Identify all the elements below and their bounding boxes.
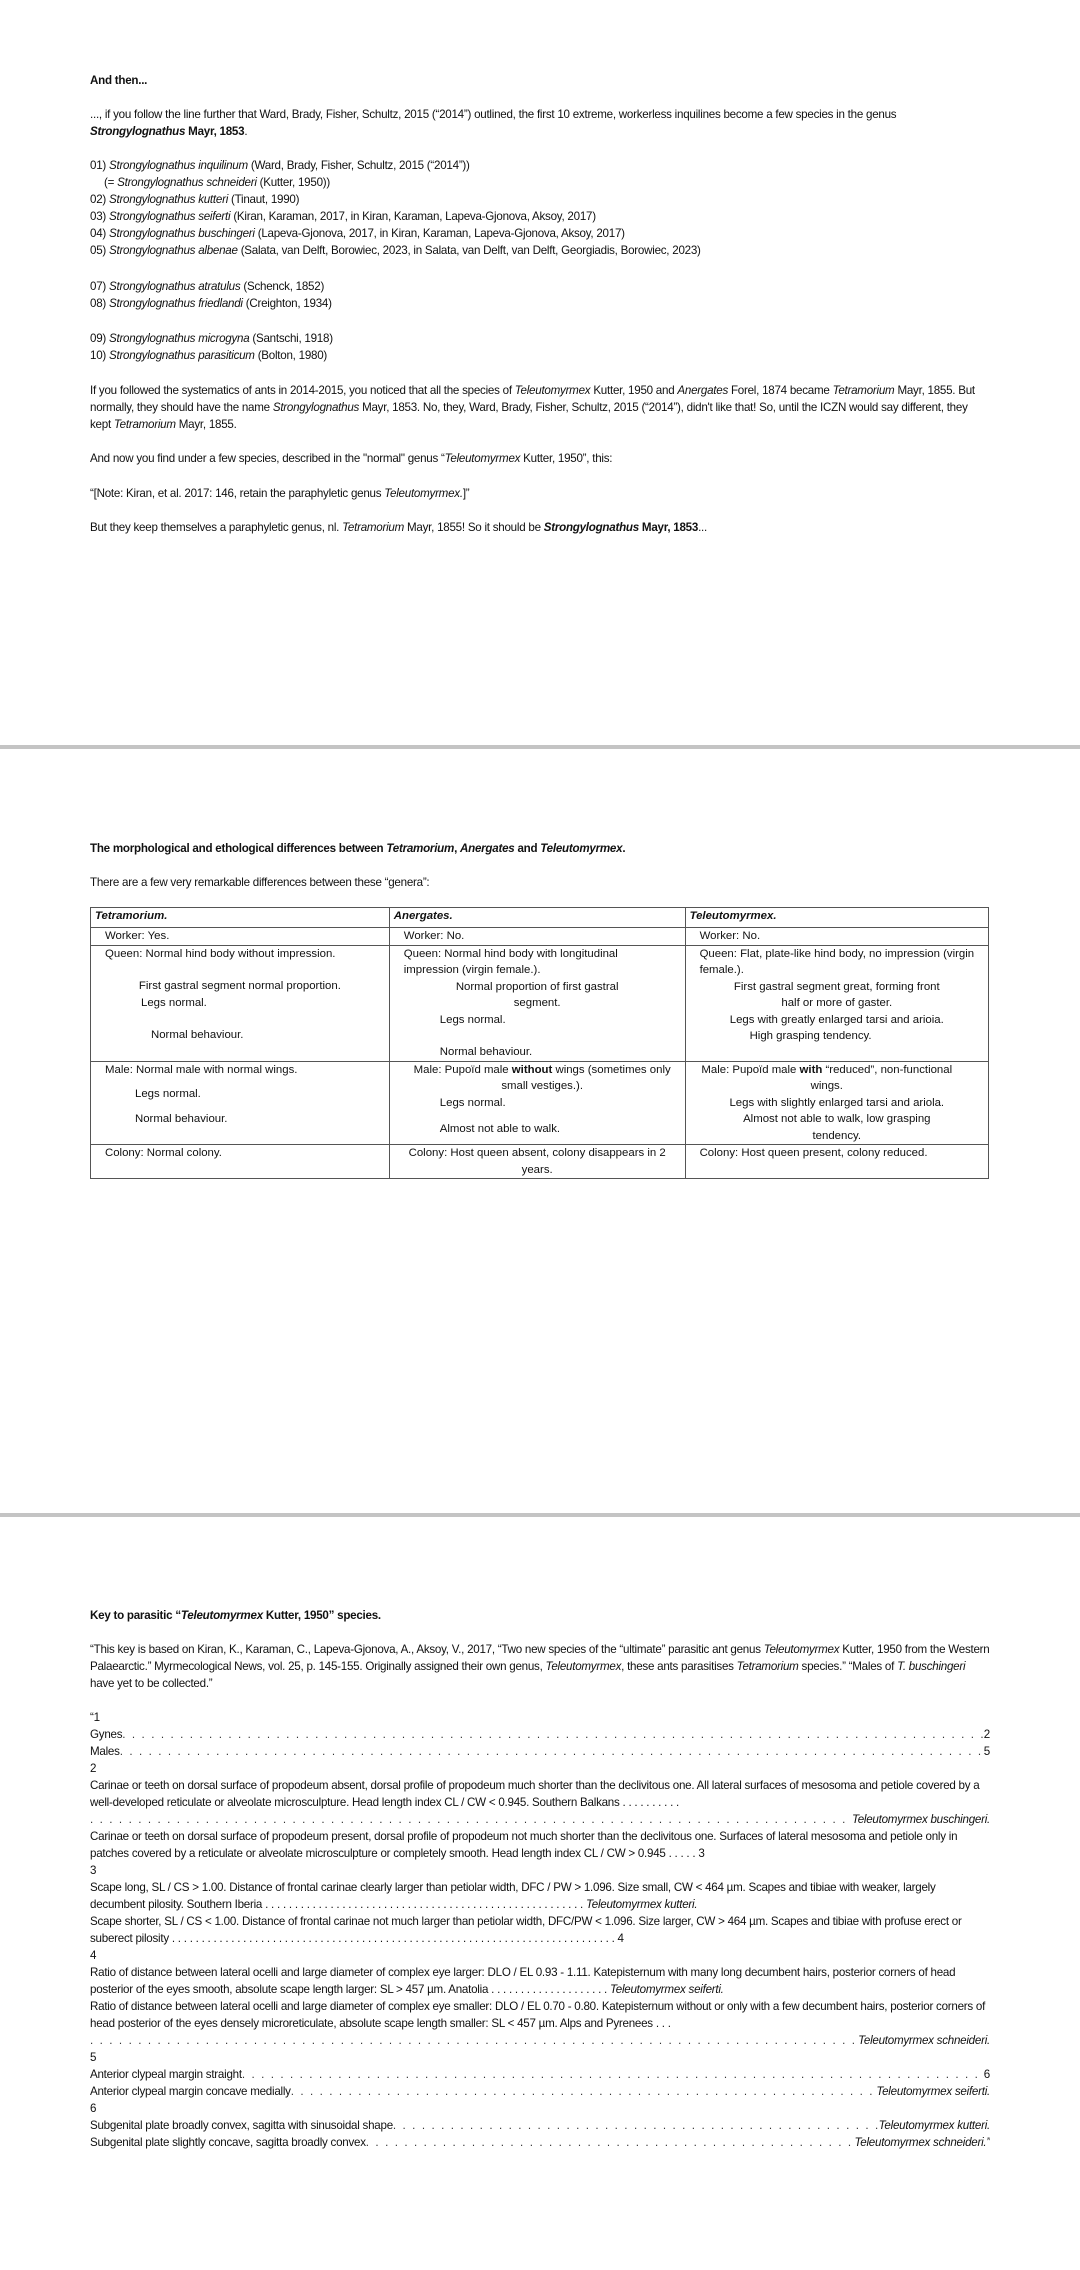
table-row-colony bbox=[91, 1145, 989, 1179]
cell: Worker: No. bbox=[389, 928, 685, 946]
species-item: 07) Strongylognathus atratulus (Schenck, 1852) bbox=[90, 280, 325, 293]
species-item: 01) Strongylognathus inquilinum (Ward, Brady, Fisher, Schultz, 2015 (“2014”)) bbox=[90, 159, 470, 172]
cell: Male: Pupoïd male without wings (sometimes only small vestiges.). Legs normal. Almost not able to walk. bbox=[389, 1061, 685, 1145]
species-item: 10) Strongylognathus parasiticum (Bolton, 1980) bbox=[90, 349, 328, 362]
couplet-number: 2 bbox=[90, 1762, 97, 1775]
conclusion-paragraph: But they keep themselves a paraphyletic genus, nl. Tetramorium Mayr, 1855! So it should be Strongylognathus Mayr, 1853... bbox=[90, 521, 707, 534]
species-item: 09) Strongylognathus microgyna (Santschi, 1918) bbox=[90, 332, 333, 345]
intro-end: . bbox=[244, 125, 248, 138]
systematics-paragraph: If you followed the systematics of ants in 2014-2015, you noticed that all the species of Teleutomyrmex Kutter, 1950 and Anergates Forel, 1874 became Tetramorium Mayr, 1855. But normally, they should have the name Strongylognathus Mayr, 1853. No, they, Ward, Brady, Fisher, Schultz, 2015 (“2014”), didn't like that! So, until the ICZN would say different, they kept Tetramorium Mayr, 1855. bbox=[90, 384, 975, 431]
column-header-anergates: Anergates. bbox=[389, 908, 685, 928]
key-lead: Subgenital plate broadly convex, sagitta with sinusoidal shape . . . Teleutomyrmex kutteri. bbox=[90, 2117, 990, 2134]
couplet-number: 6 bbox=[90, 2102, 97, 2115]
intro-text: ..., if you follow the line further that Ward, Brady, Fisher, Schultz, 2015 (“2014”) outlined, the first 10 extreme, workerless inquilines become a few species in the genus bbox=[90, 108, 897, 121]
species-item: 03) Strongylognathus seiferti (Kiran, Karaman, 2017, in Kiran, Karaman, Lapeva-Gjonova, Aksoy, 2017) bbox=[90, 210, 596, 223]
key-lead-text: Scape long, SL / CS > 1.00. Distance of frontal carinae clearly larger than petiolar width, DFC / PW > 1.096. Size small, CW < 464 µm. Scapes and tibiae with weaker, largely decumbent pilosity. Southern Iberia . . . . . . . . . . . . . . . . . . . . . . . . . . . . . . . . . . . . . . . . . . . . . . . . . . . . . . Teleutomyrmex kutteri. bbox=[90, 1881, 936, 1911]
differences-heading: The morphological and ethological differences between Tetramorium, Anergates and Teleutomyrmex. bbox=[90, 842, 626, 855]
cell: Queen: Flat, plate-like hind body, no impression (virgin female.). First gastral segment great, forming front half or more of gaster. Legs with greatly enlarged tarsi and arioia. High grasping tendency. bbox=[685, 945, 988, 1061]
key-lead-text: Carinae or teeth on dorsal surface of propodeum present, dorsal profile of propodeum not much shorter than the declivitous one. Surfaces of lateral mesosoma and petiole only in patches covered by a reticulate or alveolate microsculpture or completely smooth. Head length index CL / CW > 0.945 . . . . . 3 bbox=[90, 1830, 958, 1860]
intro-paragraph bbox=[90, 106, 990, 140]
identification-key bbox=[90, 1709, 990, 2151]
cell: Male: Pupoïd male with “reduced”, non-functional wings. Legs with slightly enlarged tarsi and ariola. Almost not able to walk, low grasping tendency. bbox=[685, 1061, 988, 1145]
heading-and-then: And then... bbox=[90, 74, 148, 87]
page-1 bbox=[0, 0, 1080, 745]
key-lead: Anterior clypeal margin concave medially . . . Teleutomyrmex seiferti. bbox=[90, 2083, 990, 2100]
key-lead-result: . . . Teleutomyrmex buschingeri. bbox=[90, 1811, 990, 1828]
column-header-teleutomyrmex: Teleutomyrmex. bbox=[685, 908, 988, 928]
key-lead: Subgenital plate slightly concave, sagitta broadly convex . . . Teleutomyrmex schneideri.” bbox=[90, 2134, 990, 2151]
genera-comparison-table bbox=[90, 907, 989, 1179]
key-intro-paragraph: “This key is based on Kiran, K., Karaman, C., Lapeva-Gjonova, A., Aksoy, V., 2017, “Two new species of the “ultimate” parasitic ant genus Teleutomyrmex Kutter, 1950 from the Western Palaearctic.” Myrmecological News, vol. 25, p. 145-155. Originally assigned their own genus, Teleutomyrmex, these ants parasitises Tetramorium species.” “Males of T. buschingeri have yet to be collected.” bbox=[90, 1643, 990, 1690]
species-item: 08) Strongylognathus friedlandi (Creighton, 1934) bbox=[90, 297, 332, 310]
genus-name: Strongylognathus bbox=[90, 125, 186, 138]
couplet-number: 4 bbox=[90, 1949, 97, 1962]
cell: Queen: Normal hind body without impression. First gastral segment normal proportion. Legs normal. Normal behaviour. bbox=[91, 945, 390, 1061]
normal-genus-paragraph: And now you find under a few species, described in the "normal" genus “Teleutomyrmex Kutter, 1950”, this: bbox=[90, 452, 613, 465]
key-lead-text: Ratio of distance between lateral ocelli and large diameter of complex eye smaller: DLO / EL 0.70 - 0.80. Katepisternum without or only with a few decumbent hairs, posterior corners of head posterior of the eyes densely microreticulate, absolute scape length smaller: SL < 457 µm. Alps and Pyrenees . . . bbox=[90, 2000, 986, 2030]
cell: Male: Normal male with normal wings. Legs normal. Normal behaviour. bbox=[91, 1061, 390, 1145]
species-list-1 bbox=[90, 157, 990, 259]
cell: Colony: Normal colony. bbox=[91, 1145, 390, 1179]
key-lead-text: Scape shorter, SL / CS < 1.00. Distance of frontal carinae not much larger than petiolar width, DFC/PW < 1.096. Size larger, CW > 464 µm. Scapes and tibiae with profuse erect or suberect pilosity . . . . . . . . . . . . . . . . . . . . . . . . . . . . . . . . . . . . . . . . . . . . . . . . . . . . . . . . . . . . . . . . . . . . . . . . . . . 4 bbox=[90, 1915, 962, 1945]
note-quote: “[Note: Kiran, et al. 2017: 146, retain the paraphyletic genus Teleutomyrmex.]” bbox=[90, 487, 470, 500]
key-lead-result: . . . Teleutomyrmex schneideri. bbox=[90, 2032, 990, 2049]
couplet-number: 5 bbox=[90, 2051, 97, 2064]
cell: Queen: Normal hind body with longitudinal impression (virgin female.). Normal proportion of first gastral segment. Legs normal. Normal behaviour. bbox=[389, 945, 685, 1061]
table-header-row bbox=[91, 908, 989, 928]
species-list-2 bbox=[90, 278, 990, 312]
key-lead-text: Carinae or teeth on dorsal surface of propodeum absent, dorsal profile of propodeum much shorter than the declivitous one. All lateral surfaces of mesosoma and petiole covered by a well-developed reticulate or alveolate microsculpture. Head length index CL / CW < 0.945. Southern Balkans . . . . . . . . . . bbox=[90, 1779, 980, 1809]
cell: Colony: Host queen present, colony reduced. bbox=[685, 1145, 988, 1179]
cell: Colony: Host queen absent, colony disappears in 2 years. bbox=[389, 1145, 685, 1179]
key-lead: Gynes . . . 2 bbox=[90, 1726, 990, 1743]
table-row-worker bbox=[91, 928, 989, 946]
table-row-queen bbox=[91, 945, 989, 1061]
key-lead: Males . . . 5 bbox=[90, 1743, 990, 1760]
species-item: 05) Strongylognathus albenae (Salata, van Delft, Borowiec, 2023, in Salata, van Delft, van Delft, Georgiadis, Borowiec, 2023) bbox=[90, 244, 701, 257]
column-header-tetramorium: Tetramorium. bbox=[91, 908, 390, 928]
cell: Worker: No. bbox=[685, 928, 988, 946]
differences-intro: There are a few very remarkable differences between these “genera”: bbox=[90, 876, 430, 889]
species-item: 02) Strongylognathus kutteri (Tinaut, 1990) bbox=[90, 193, 300, 206]
table-row-male bbox=[91, 1061, 989, 1145]
species-item-synonym: (= Strongylognathus schneideri (Kutter, 1950)) bbox=[104, 176, 331, 189]
cell: Worker: Yes. bbox=[91, 928, 390, 946]
key-lead-text: Ratio of distance between lateral ocelli and large diameter of complex eye larger: DLO / EL 0.93 - 1.11. Katepisternum with many long decumbent hairs, posterior corners of head posterior of the eyes smooth, absolute scape length larger: SL > 457 µm. Anatolia . . . . . . . . . . . . . . . . . . . . Teleutomyrmex seiferti. bbox=[90, 1966, 956, 1996]
key-heading: Key to parasitic “Teleutomyrmex Kutter, 1950” species. bbox=[90, 1609, 381, 1622]
species-list-3 bbox=[90, 330, 990, 364]
species-item: 04) Strongylognathus buschingeri (Lapeva-Gjonova, 2017, in Kiran, Karaman, Lapeva-Gjonova, Aksoy, 2017) bbox=[90, 227, 625, 240]
page-separator bbox=[0, 1513, 1080, 1517]
couplet-number: 3 bbox=[90, 1864, 97, 1877]
couplet-number: “1 bbox=[90, 1711, 100, 1724]
genus-author: Mayr, 1853 bbox=[185, 125, 245, 138]
key-lead: Anterior clypeal margin straight . . . 6 bbox=[90, 2066, 990, 2083]
